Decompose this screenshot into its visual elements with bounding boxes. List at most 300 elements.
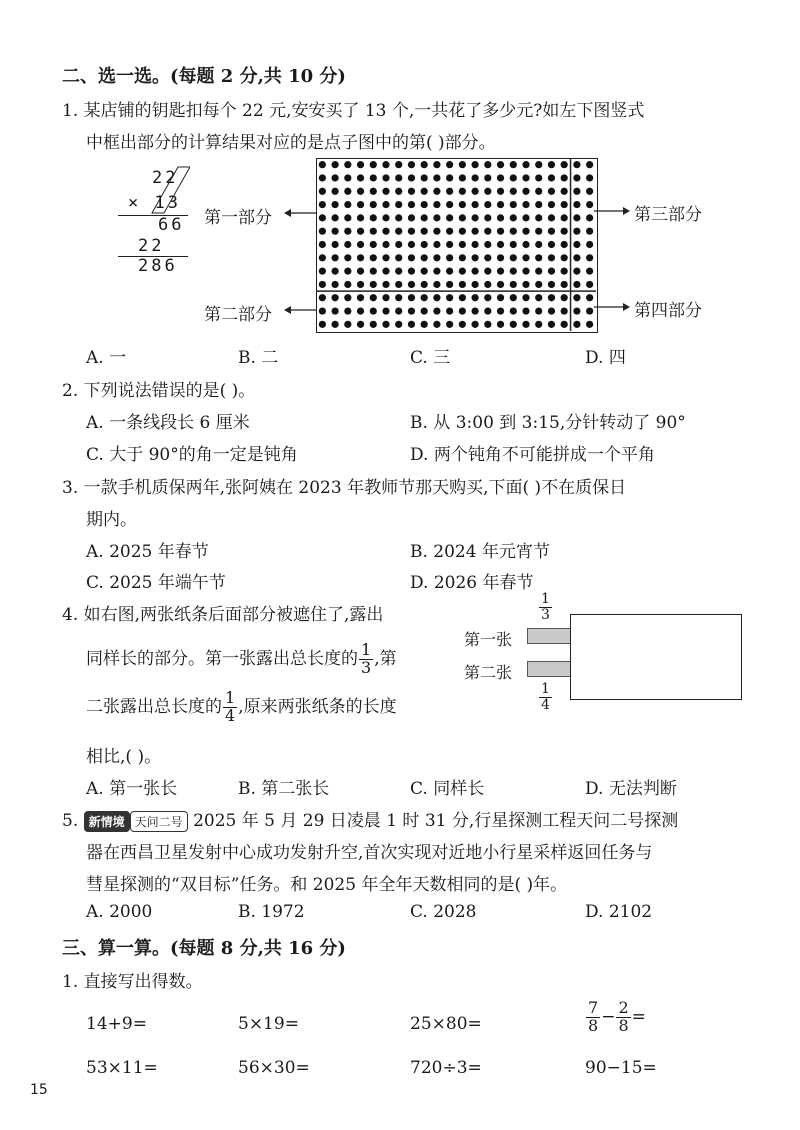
dot <box>408 188 415 195</box>
section-3-title: 三、算一算。(每题 8 分,共 16 分) <box>62 938 346 959</box>
label-part-3: 第三部分 <box>634 205 702 225</box>
equals-sign: = <box>631 1006 646 1027</box>
dot <box>535 161 542 168</box>
dot <box>344 268 351 275</box>
dot <box>535 241 542 248</box>
dot <box>484 228 491 235</box>
dot <box>395 214 402 221</box>
q2-option-a[interactable]: A. 一条线段长 6 厘米 <box>86 413 250 433</box>
dot <box>471 201 478 208</box>
dot <box>446 321 453 328</box>
dot <box>573 254 580 261</box>
dot <box>331 268 338 275</box>
dot <box>331 161 338 168</box>
dot <box>357 307 364 314</box>
dot <box>497 161 504 168</box>
strip-1 <box>527 628 570 644</box>
arrow-left-icon <box>282 204 318 222</box>
q4-line1: 4. 如右图,两张纸条后面部分被遮住了,露出 <box>62 605 384 625</box>
dot <box>484 241 491 248</box>
calc-8[interactable]: 90−15= <box>585 1058 657 1078</box>
dot <box>319 188 326 195</box>
q1-option-d[interactable]: D. 四 <box>585 348 626 368</box>
dot <box>433 241 440 248</box>
minus-sign: − <box>601 1006 616 1027</box>
dot <box>433 268 440 275</box>
dot <box>459 188 466 195</box>
dot <box>382 228 389 235</box>
q3-line1: 3. 一款手机质保两年,张阿姨在 2023 年教师节那天购买,下面( )不在质保日 <box>62 478 627 498</box>
dot <box>344 188 351 195</box>
dot <box>459 294 466 301</box>
dot <box>522 174 529 181</box>
dot <box>408 321 415 328</box>
dot <box>497 214 504 221</box>
vm-row-multiplier: × 13 <box>128 193 181 213</box>
dot <box>573 268 580 275</box>
calc-7[interactable]: 720÷3= <box>410 1058 482 1078</box>
dot <box>586 228 593 235</box>
dot <box>331 174 338 181</box>
dot <box>561 241 568 248</box>
dot <box>370 201 377 208</box>
dot <box>510 307 517 314</box>
vm-row-partial1: 66 <box>158 215 185 235</box>
dot <box>344 254 351 261</box>
dot <box>370 161 377 168</box>
dot <box>344 321 351 328</box>
dot <box>370 307 377 314</box>
q4-option-c[interactable]: C. 同样长 <box>410 779 485 799</box>
dot <box>497 307 504 314</box>
dot <box>459 174 466 181</box>
dot <box>561 307 568 314</box>
dot <box>421 268 428 275</box>
dot <box>446 214 453 221</box>
dot <box>370 281 377 288</box>
dot <box>459 241 466 248</box>
q4-line3 <box>86 690 397 725</box>
dot <box>370 188 377 195</box>
dot <box>433 188 440 195</box>
dot <box>510 321 517 328</box>
dot <box>586 281 593 288</box>
calc-1[interactable]: 14+9= <box>86 1014 147 1034</box>
q1-line1: 1. 某店铺的钥匙扣每个 22 元,安安买了 13 个,一共花了多少元?如左下图竖式 <box>62 101 645 121</box>
q3-option-b[interactable]: B. 2024 年元宵节 <box>410 542 550 562</box>
fraction-one-third: $\frac{1}{3}$ <box>361 640 372 677</box>
q5-line1 <box>62 806 678 832</box>
q5-option-d[interactable]: D. 2102 <box>585 902 653 922</box>
dot <box>446 241 453 248</box>
q2-option-d[interactable]: D. 两个钝角不可能拼成一个平角 <box>410 445 655 465</box>
dot <box>357 281 364 288</box>
dot <box>535 268 542 275</box>
dot <box>421 321 428 328</box>
dot <box>382 307 389 314</box>
q4-option-d[interactable]: D. 无法判断 <box>585 779 677 799</box>
dot <box>548 201 555 208</box>
dot <box>408 228 415 235</box>
dot <box>382 254 389 261</box>
dot <box>433 214 440 221</box>
dot <box>548 281 555 288</box>
dot <box>433 254 440 261</box>
dot <box>548 188 555 195</box>
dot <box>484 214 491 221</box>
dot <box>446 281 453 288</box>
dot <box>522 241 529 248</box>
dot <box>522 201 529 208</box>
dot <box>471 174 478 181</box>
dot <box>433 294 440 301</box>
section-2-title: 二、选一选。(每题 2 分,共 10 分) <box>62 66 346 87</box>
dot <box>319 321 326 328</box>
label-part-4: 第四部分 <box>634 301 702 321</box>
dot <box>561 161 568 168</box>
dot <box>370 294 377 301</box>
dot <box>446 188 453 195</box>
dot <box>421 201 428 208</box>
dot <box>433 228 440 235</box>
dot <box>510 174 517 181</box>
arrow-right-icon <box>592 202 632 220</box>
dot <box>484 201 491 208</box>
dot <box>446 161 453 168</box>
q2-option-c[interactable]: C. 大于 90°的角一定是钝角 <box>86 445 298 465</box>
dot <box>357 161 364 168</box>
dot <box>484 254 491 261</box>
dot <box>459 268 466 275</box>
dot <box>484 174 491 181</box>
dot <box>548 254 555 261</box>
dot <box>319 161 326 168</box>
dot <box>357 201 364 208</box>
dot <box>535 188 542 195</box>
dot <box>510 201 517 208</box>
dot <box>510 214 517 221</box>
dot <box>357 188 364 195</box>
dot <box>331 281 338 288</box>
dot <box>573 201 580 208</box>
dot <box>408 268 415 275</box>
dot <box>421 241 428 248</box>
dot <box>586 321 593 328</box>
dot <box>446 294 453 301</box>
dot <box>395 254 402 261</box>
dot <box>573 307 580 314</box>
dot <box>510 281 517 288</box>
dot <box>459 161 466 168</box>
dot <box>484 281 491 288</box>
dot <box>408 307 415 314</box>
dot <box>357 321 364 328</box>
dot <box>357 228 364 235</box>
dot <box>319 294 326 301</box>
dot <box>446 307 453 314</box>
dot <box>395 188 402 195</box>
dot <box>535 321 542 328</box>
q1-line2: 中框出部分的计算结果对应的是点子图中的第( )部分。 <box>86 133 496 153</box>
dot <box>395 307 402 314</box>
dot <box>573 321 580 328</box>
dot <box>471 188 478 195</box>
calc-3[interactable]: 25×80= <box>410 1014 482 1034</box>
dot <box>395 268 402 275</box>
dot <box>421 214 428 221</box>
dot <box>331 228 338 235</box>
dot <box>331 307 338 314</box>
dot <box>382 268 389 275</box>
dot <box>497 188 504 195</box>
dot <box>471 294 478 301</box>
dot <box>370 321 377 328</box>
new-context-tag: 新情境 <box>84 811 130 832</box>
dot <box>382 161 389 168</box>
dot <box>497 201 504 208</box>
strip-1-fraction: $\frac{1}{3}$ <box>541 591 550 623</box>
dot <box>421 228 428 235</box>
dot <box>382 294 389 301</box>
dot <box>535 254 542 261</box>
dot <box>433 161 440 168</box>
dot <box>446 228 453 235</box>
strip-2 <box>527 661 570 677</box>
dot <box>561 281 568 288</box>
q5-option-c[interactable]: C. 2028 <box>410 902 477 922</box>
dot <box>471 254 478 261</box>
dot <box>408 254 415 261</box>
dot <box>510 241 517 248</box>
dot <box>395 174 402 181</box>
dot <box>573 281 580 288</box>
dot <box>421 281 428 288</box>
q3-option-c[interactable]: C. 2025 年端午节 <box>86 573 226 593</box>
dot <box>535 228 542 235</box>
dot <box>319 307 326 314</box>
dot <box>395 161 402 168</box>
dot <box>497 294 504 301</box>
q5-line2: 器在西昌卫星发射中心成功发射升空,首次实现对近地小行星采样返回任务与 <box>86 843 653 863</box>
dot <box>548 321 555 328</box>
fraction-seven-eighths: $\frac{7}{8}$ <box>588 998 599 1035</box>
q3-line2: 期内。 <box>86 510 137 530</box>
dot <box>586 241 593 248</box>
dot <box>433 307 440 314</box>
dot <box>484 294 491 301</box>
dot <box>497 228 504 235</box>
dot <box>471 214 478 221</box>
strip-2-fraction: $\frac{1}{4}$ <box>541 681 550 713</box>
dot <box>497 268 504 275</box>
q4-line2-text-a: 同样长的部分。第一张露出总长度的 <box>86 648 358 669</box>
dot <box>471 228 478 235</box>
dot <box>382 241 389 248</box>
dot <box>433 201 440 208</box>
dot <box>497 254 504 261</box>
dot <box>395 228 402 235</box>
dot <box>573 188 580 195</box>
q1-option-a[interactable]: A. 一 <box>86 348 127 368</box>
dot <box>573 174 580 181</box>
dot <box>331 241 338 248</box>
dot <box>408 174 415 181</box>
q4-line4: 相比,( )。 <box>86 747 162 767</box>
dot <box>446 268 453 275</box>
q1-option-b[interactable]: B. 二 <box>238 348 279 368</box>
q2-option-b[interactable]: B. 从 3:00 到 3:15,分针转动了 90° <box>410 413 686 433</box>
dot <box>484 161 491 168</box>
dot <box>357 294 364 301</box>
dot <box>331 201 338 208</box>
dot <box>446 254 453 261</box>
dot <box>408 294 415 301</box>
dot <box>510 161 517 168</box>
dot <box>561 201 568 208</box>
dot <box>548 268 555 275</box>
dot <box>382 201 389 208</box>
dot <box>344 294 351 301</box>
dot <box>548 161 555 168</box>
dot <box>484 188 491 195</box>
dot <box>459 214 466 221</box>
dot <box>370 228 377 235</box>
dot <box>522 254 529 261</box>
dot <box>344 174 351 181</box>
dot <box>522 188 529 195</box>
dot <box>433 174 440 181</box>
dot <box>319 214 326 221</box>
dot <box>357 174 364 181</box>
q5-number: 5. <box>62 811 79 831</box>
dot <box>586 188 593 195</box>
dot <box>497 241 504 248</box>
dot <box>586 174 593 181</box>
dot <box>471 241 478 248</box>
tianwen-tag: 天问二号 <box>130 811 188 832</box>
q3-option-d[interactable]: D. 2026 年春节 <box>410 573 534 593</box>
dot <box>344 307 351 314</box>
dot <box>586 254 593 261</box>
dot <box>561 228 568 235</box>
q3-option-a[interactable]: A. 2025 年春节 <box>86 542 209 562</box>
vm-slanted-box <box>150 165 190 215</box>
dot <box>548 307 555 314</box>
dot <box>408 241 415 248</box>
dot <box>370 214 377 221</box>
dot <box>535 174 542 181</box>
q5-option-b[interactable]: B. 1972 <box>238 902 305 922</box>
q4-option-a[interactable]: A. 第一张长 <box>86 779 178 799</box>
q4-line2-text-b: ,第 <box>374 648 397 669</box>
dot <box>344 161 351 168</box>
fraction-one-quarter: $\frac{1}{4}$ <box>225 688 236 725</box>
dot <box>484 321 491 328</box>
dot <box>471 161 478 168</box>
calc-5[interactable]: 53×11= <box>86 1058 158 1078</box>
dot <box>459 254 466 261</box>
dot <box>522 321 529 328</box>
dot <box>510 294 517 301</box>
q5-option-a[interactable]: A. 2000 <box>86 902 153 922</box>
dot <box>395 201 402 208</box>
dot <box>382 281 389 288</box>
dot <box>446 201 453 208</box>
dot <box>548 294 555 301</box>
dot <box>408 281 415 288</box>
dot <box>421 254 428 261</box>
label-part-1: 第一部分 <box>204 208 272 228</box>
dot <box>344 281 351 288</box>
q1-option-c[interactable]: C. 三 <box>410 348 451 368</box>
dot <box>459 281 466 288</box>
dot <box>370 268 377 275</box>
calc-2[interactable]: 5×19= <box>238 1014 299 1034</box>
dot <box>459 321 466 328</box>
dot <box>319 241 326 248</box>
dot <box>421 307 428 314</box>
dot <box>421 161 428 168</box>
dot <box>561 174 568 181</box>
dot <box>522 307 529 314</box>
dot <box>510 188 517 195</box>
dot <box>421 174 428 181</box>
dot <box>382 174 389 181</box>
dot <box>522 268 529 275</box>
dot <box>522 281 529 288</box>
dot <box>510 268 517 275</box>
dot <box>421 188 428 195</box>
dot <box>382 321 389 328</box>
label-strip-1: 第一张 <box>464 630 513 649</box>
dot <box>484 268 491 275</box>
dot <box>573 228 580 235</box>
dot <box>319 268 326 275</box>
dot <box>573 241 580 248</box>
dot <box>471 307 478 314</box>
dot <box>586 268 593 275</box>
label-part-2: 第二部分 <box>204 305 272 325</box>
dot <box>548 214 555 221</box>
dot <box>522 161 529 168</box>
dot <box>395 321 402 328</box>
dot <box>344 214 351 221</box>
dot <box>370 254 377 261</box>
dot <box>319 281 326 288</box>
dot <box>561 294 568 301</box>
calc-4[interactable] <box>585 1000 646 1035</box>
calc-6[interactable]: 56×30= <box>238 1058 310 1078</box>
dot <box>459 201 466 208</box>
dot <box>370 174 377 181</box>
dot <box>357 268 364 275</box>
vm-row-partial2: 22 <box>138 236 165 256</box>
dot <box>471 321 478 328</box>
dot <box>535 201 542 208</box>
q4-option-b[interactable]: B. 第二张长 <box>238 779 330 799</box>
dot <box>395 281 402 288</box>
dot <box>344 241 351 248</box>
vm-row-product: 286 <box>138 256 178 276</box>
dot <box>510 254 517 261</box>
dot <box>433 281 440 288</box>
dot <box>408 214 415 221</box>
dot <box>522 228 529 235</box>
dot <box>471 268 478 275</box>
dot <box>548 174 555 181</box>
vm-row-multiplicand: 22 <box>152 168 179 188</box>
dot <box>535 214 542 221</box>
